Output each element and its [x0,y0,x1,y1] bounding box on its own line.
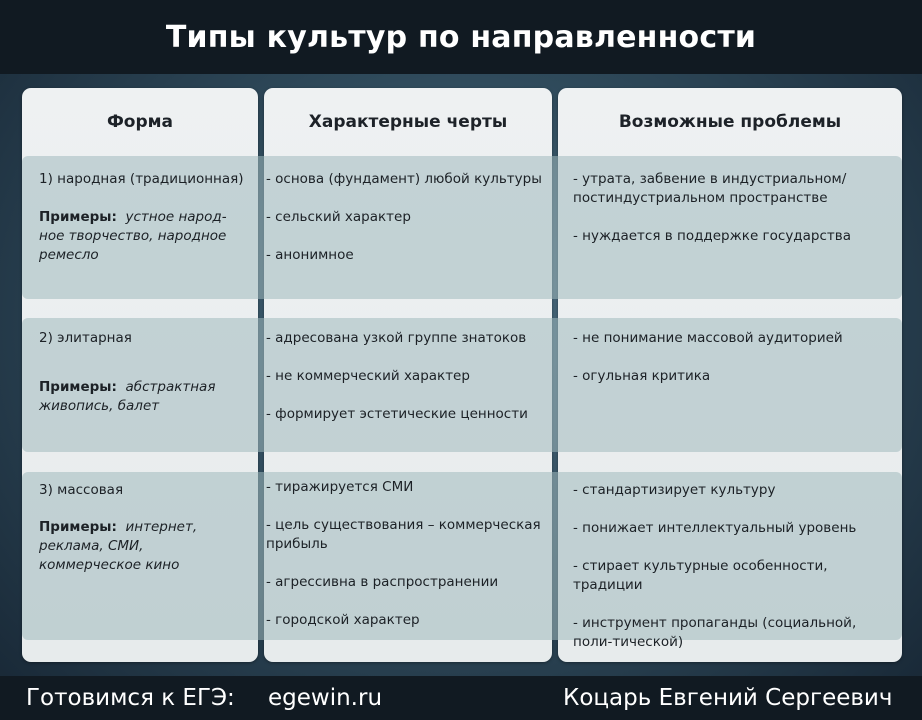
feature-item: - тиражируется СМИ [266,479,414,495]
form-cell-mass [39,481,239,575]
problems-cell-folk [573,170,895,246]
examples [39,208,249,265]
header-form: Форма [106,112,174,132]
problem-item: - утрата, забвение в индустриальном/ постиндустриальном пространстве [573,171,847,206]
problem-item: - нуждается в поддержке государства [573,228,851,244]
feature-item: - сельский характер [266,209,411,225]
feature-item: - адресована узкой группе знатоков [266,330,527,346]
feature-item: - основа (фундамент) любой культуры [266,171,542,187]
feature-item: - не коммерческий характер [266,368,470,384]
feature-item: - цель существования – коммерческая прибыль [266,517,541,552]
header-features: Характерные черты [308,112,508,132]
header-problems: Возможные проблемы [618,112,842,132]
feature-item: - городской характер [266,612,420,628]
footer-prep-label: Готовимся к ЕГЭ: [26,685,235,711]
feature-item: - анонимное [266,247,354,263]
examples [39,378,249,416]
form-name: 3) массовая [39,482,124,498]
problem-item: - не понимание массовой аудиторией [573,330,843,346]
examples-label: Примеры: [39,379,117,395]
examples-label: Примеры: [39,209,117,225]
problem-item: - понижает интеллектуальный уровень [573,520,857,536]
examples [39,518,239,575]
footer-bar [0,676,922,720]
examples-label: Примеры: [39,519,117,535]
problems-cell-elite [573,329,895,386]
form-cell-elite [39,329,249,416]
features-cell-mass [266,478,548,630]
examples-text: интернет, реклама, СМИ, коммерческое кино [39,519,198,573]
feature-item: - агрессивна в распространении [266,574,499,590]
problems-cell-mass [573,481,895,652]
title-bar [0,0,922,74]
problem-item: - инструмент пропаганды (социальной, поли-тической) [573,615,857,650]
problem-item: - стирает культурные особенности, традиции [573,558,828,593]
features-cell-elite [266,329,548,424]
examples-text: абстрактная живопись, балет [39,379,216,414]
form-name: 2) элитарная [39,330,132,346]
footer-author: Коцарь Евгений Сергеевич [563,685,893,711]
footer-site-link[interactable]: egewin.ru [268,685,383,711]
page-title: Типы культур по направленности [165,19,757,55]
problem-item: - огульная критика [573,368,711,384]
examples-text: устное народ-ное творчество, народное ремесло [39,209,227,263]
form-name: 1) народная (традиционная) [39,171,244,187]
form-cell-folk [39,170,249,265]
features-cell-folk [266,170,548,265]
feature-item: - формирует эстетические ценности [266,406,528,422]
problem-item: - стандартизирует культуру [573,482,776,498]
